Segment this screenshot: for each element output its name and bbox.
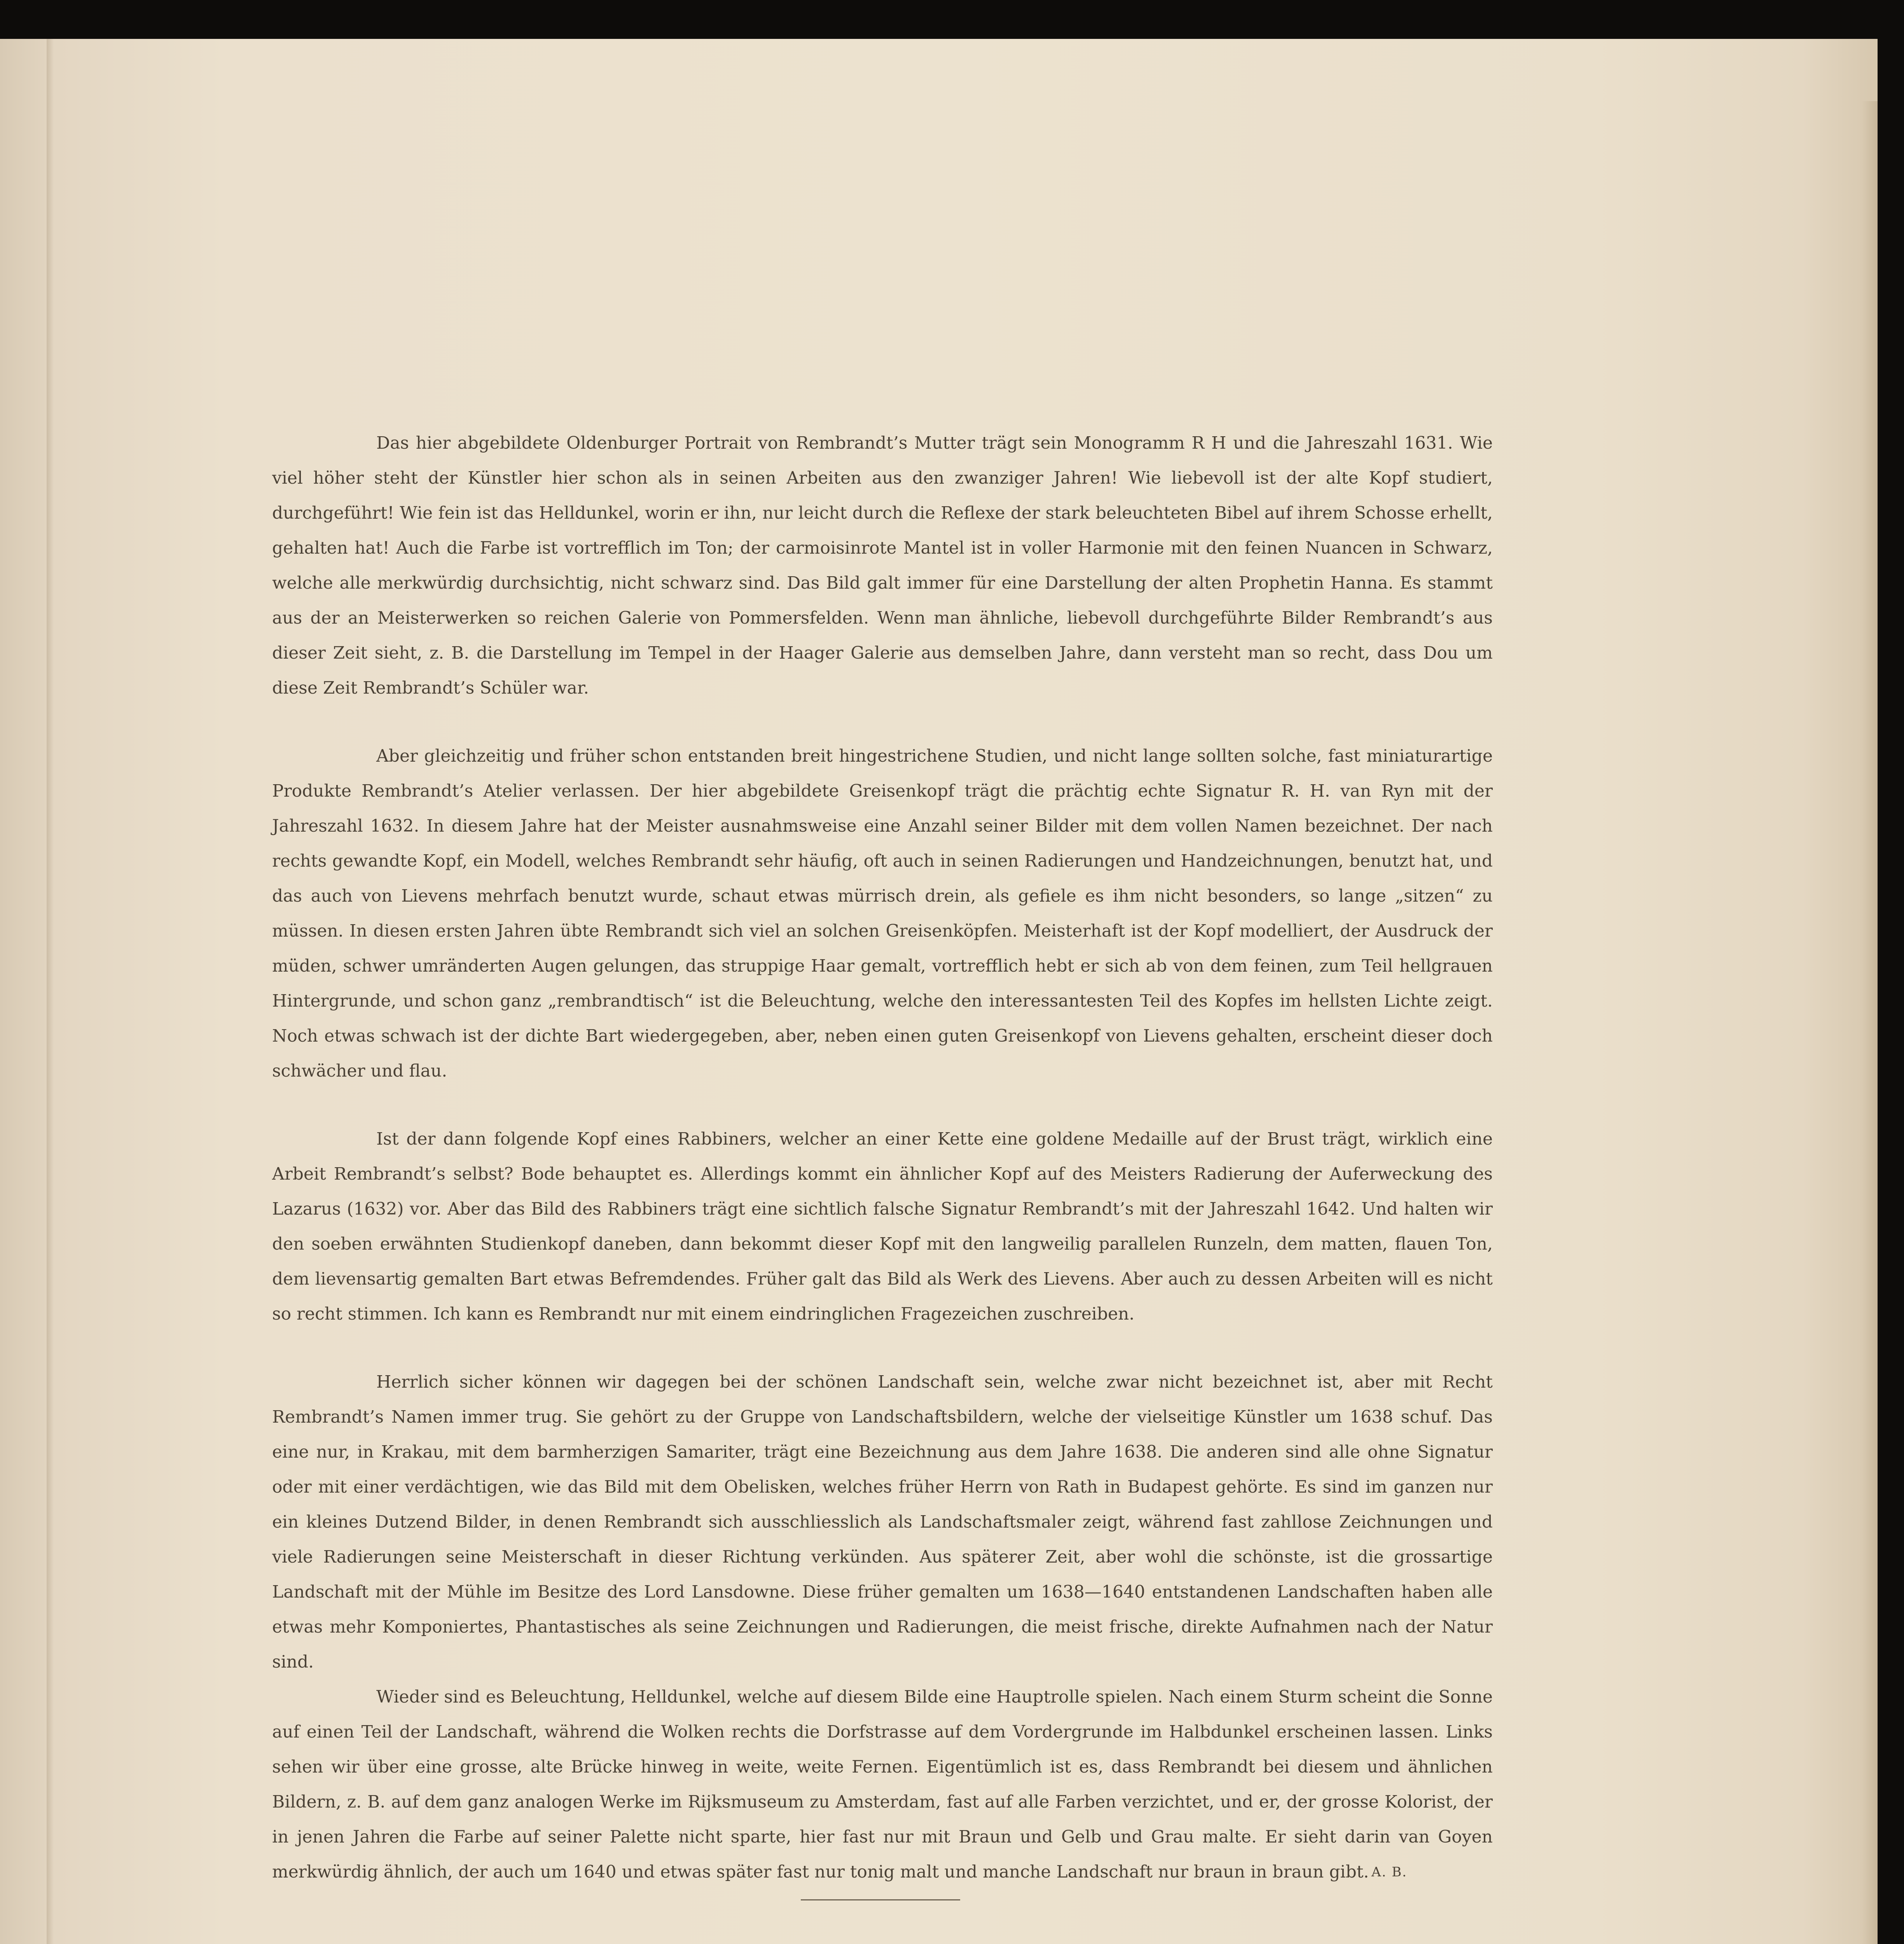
author-initials: A. B. <box>1371 1864 1407 1880</box>
paragraph-lighting <box>272 1680 1493 1890</box>
closing-rule <box>801 1899 960 1900</box>
paragraph-oldenburg-portrait: Das hier abgebildete Oldenburger Portrait von Rembrandt’s Mutter trägt sein Monogramm R H und die Jahreszahl 1631. Wie viel höher steht der Künstler hier schon als in seinen Arbeiten aus den zwanziger Jahren! Wie liebevoll ist der alte Kopf studiert, durchgeführt! Wie fein ist das Helldunkel, worin er ihn, nur leicht durch die Reflexe der stark beleuchteten Bibel auf ihrem Schosse erhellt, gehalten hat! Auch die Farbe ist vortrefflich im Ton; der carmoisinrote Mantel ist in voller Harmonie mit den feinen Nuancen in Schwarz, welche alle merkwürdig durchsichtig, nicht schwarz sind. Das Bild galt immer für eine Darstellung der alten Prophetin Hanna. Es stammt aus der an Meisterwerken so reichen Galerie von Pommersfelden. Wenn man ähnliche, liebevoll durchgeführte Bilder Rembrandt’s aus dieser Zeit sieht, z. B. die Darstellung im Tempel in der Haager Galerie aus demselben Jahre, dann versteht man so recht, dass Dou um diese Zeit Rembrandt’s Schüler war. <box>272 433 1493 698</box>
page-edge-shadow <box>1862 101 1878 1944</box>
body-text <box>272 426 1493 1890</box>
paragraph-rabbi-head: Ist der dann folgende Kopf eines Rabbiners, welcher an einer Kette eine goldene Medaille auf der Brust trägt, wirklich eine Arbeit Rembrandt’s selbst? Bode behauptet es. Allerdings kommt ein ähnlicher Kopf auf des Meisters Radierung der Auferweckung des Lazarus (1632) vor. Aber das Bild des Rabbiners trägt eine sichtlich falsche Signatur Rembrandt’s mit der Jahreszahl 1642. Und halten wir den soeben erwähnten Studienkopf daneben, dann bekommt dieser Kopf mit den langweilig parallelen Runzeln, dem matten, flauen Ton, dem lievensartig gemalten Bart etwas Befremdendes. Früher galt das Bild als Werk des Lievens. Aber auch zu dessen Arbeiten will es nicht so recht stimmen. Ich kann es Rembrandt nur mit einem eindringlichen Fragezeichen zuschreiben. <box>272 1129 1493 1324</box>
fold-shadow <box>47 39 54 1944</box>
paragraph-old-man-head: Aber gleichzeitig und früher schon entstanden breit hingestrichene Studien, und nicht lange sollten solche, fast miniaturartige Produkte Rembrandt’s Atelier verlassen. Der hier abgebildete Greisenkopf trägt die prächtig echte Signatur R. H. van Ryn mit der Jahreszahl 1632. In diesem Jahre hat der Meister ausnahmsweise eine Anzahl seiner Bilder mit dem vollen Namen bezeichnet. Der nach rechts gewandte Kopf, ein Modell, welches Rembrandt sehr häufig, oft auch in seinen Radierungen und Handzeichnungen, benutzt hat, und das auch von Lievens mehrfach benutzt wurde, schaut etwas mürrisch drein, als gefiele es ihm nicht besonders, so lange „sitzen“ zu müssen. In diesen ersten Jahren übte Rembrandt sich viel an solchen Greisenköpfen. Meisterhaft ist der Kopf modelliert, der Ausdruck der müden, schwer umränderten Augen gelungen, das struppige Haar gemalt, vortrefflich hebt er sich ab von dem feinen, zum Teil hellgrauen Hintergrunde, und schon ganz „rembrandtisch“ ist die Beleuchtung, welche den interessantesten Teil des Kopfes im hellsten Lichte zeigt. Noch etwas schwach ist der dichte Bart wiedergegeben, aber, neben einen guten Greisenkopf von Lievens gehalten, erscheint dieser doch schwächer und flau. <box>272 746 1493 1081</box>
paragraph-landscape: Herrlich sicher können wir dagegen bei der schönen Landschaft sein, welche zwar nicht bezeichnet ist, aber mit Recht Rembrandt’s Namen immer trug. Sie gehört zu der Gruppe von Landschaftsbildern, welche der vielseitige Künstler um 1638 schuf. Das eine nur, in Krakau, mit dem barmherzigen Samariter, trägt eine Bezeichnung aus dem Jahre 1638. Die anderen sind alle ohne Signatur oder mit einer verdächtigen, wie das Bild mit dem Obelisken, welches früher Herrn von Rath in Budapest gehörte. Es sind im ganzen nur ein kleines Dutzend Bilder, in denen Rembrandt sich ausschliesslich als Landschaftsmaler zeigt, während fast zahllose Zeichnungen und viele Radierungen seine Meisterschaft in dieser Richtung verkünden. Aus späterer Zeit, aber wohl die schönste, ist die grossartige Landschaft mit der Mühle im Besitze des Lord Lansdowne. Diese früher gemalten um 1638—1640 entstandenen Landschaften haben alle etwas mehr Komponiertes, Phantastisches als seine Zeichnungen und Radierungen, die meist frische, direkte Aufnahmen nach der Natur sind. <box>272 1372 1493 1672</box>
paragraph-lighting-text: Wieder sind es Beleuchtung, Helldunkel, welche auf diesem Bilde eine Hauptrolle spielen. Nach einem Sturm scheint die Sonne auf einen Teil der Landschaft, während die Wolken rechts die Dorfstrasse auf dem Vordergrunde im Halbdunkel erscheinen lassen. Links sehen wir über eine grosse, alte Brücke hinweg in weite, weite Fernen. Eigentümlich ist es, dass Rembrandt bei diesem und ähnlichen Bildern, z. B. auf dem ganz analogen Werke im Rijksmuseum zu Amsterdam, fast auf alle Farben verzichtet, und er, der grosse Kolorist, der in jenen Jahren die Farbe auf seiner Palette nicht sparte, hier fast nur mit Braun und Gelb und Grau malte. Er sieht darin van Goyen merkwürdig ähnlich, der auch um 1640 und etwas später fast nur tonig malt und manche Landschaft nur braun in braun gibt. <box>272 1687 1493 1882</box>
